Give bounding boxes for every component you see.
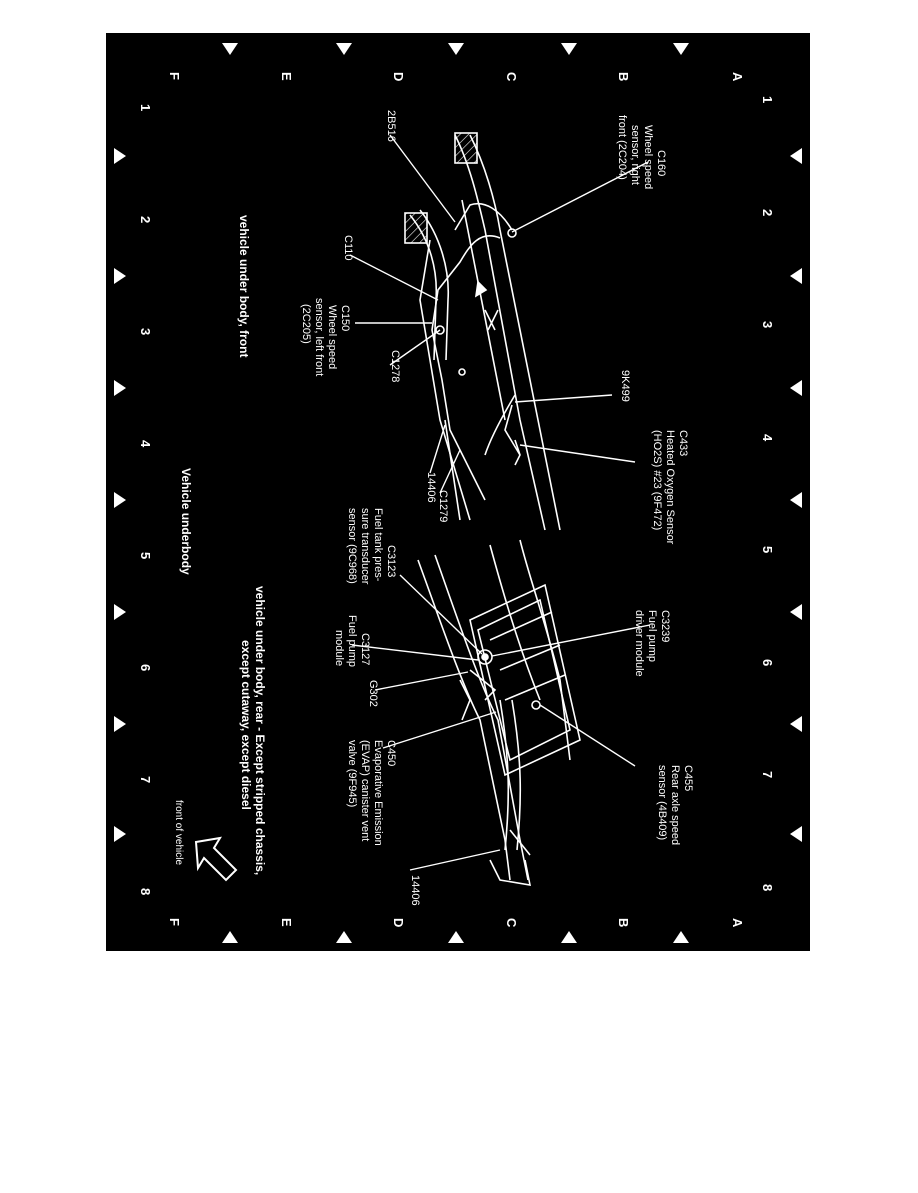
column-label: 2 [138, 216, 153, 224]
svg-text:C455: C455 [682, 765, 694, 792]
row-label: F [167, 72, 182, 80]
svg-text:C3127: C3127 [359, 633, 371, 666]
svg-text:Wheel speed [642, 125, 654, 189]
row-label: C [504, 918, 519, 928]
row-label: B [616, 72, 631, 82]
title-rear-line1: vehicle under body, rear - Except stripped chassis, [253, 586, 267, 876]
svg-text:C160 [655, 150, 667, 176]
row-label: E [279, 72, 294, 81]
svg-text:sure transducer: sure transducer [359, 508, 371, 585]
svg-text:Fuel pump: Fuel pump [346, 615, 358, 667]
callout-text: Wheel speed [642, 125, 654, 190]
svg-text:valve (9F945): valve (9F945) [346, 740, 358, 808]
svg-text:C433: C433 [677, 430, 689, 457]
svg-text:front (2C204) [616, 115, 628, 180]
svg-text:sensor (4B409): sensor (4B409) [656, 765, 668, 841]
column-label: 3 [138, 328, 153, 336]
column-label: 8 [138, 888, 153, 896]
svg-text:(2C205): (2C205) [300, 304, 312, 344]
callout-c1279: C1279 [437, 490, 449, 523]
svg-text:(EVAP) canister vent: (EVAP) canister vent [359, 740, 371, 842]
row-label: B [616, 918, 631, 928]
row-label: D [391, 72, 406, 82]
callout-g302: G302 [367, 680, 379, 707]
column-label: 2 [760, 209, 775, 217]
row-label: A [730, 918, 745, 928]
svg-text:Fuel tank pres-: Fuel tank pres- [372, 508, 384, 582]
svg-text:Rear axle speed: Rear axle speed [669, 765, 681, 846]
callout-text: front (2C204) [616, 115, 628, 180]
front-of-vehicle-label: front of vehicle [173, 800, 184, 866]
title-main: Vehicle underbody [179, 468, 193, 575]
svg-text:sensor, left front: sensor, left front [313, 298, 325, 377]
svg-text:C150: C150 [339, 305, 351, 332]
column-label: 5 [138, 552, 153, 560]
title-rear-line2: except cutaway, except diesel [239, 640, 253, 810]
svg-text:C3239: C3239 [659, 610, 671, 643]
svg-text:sensor, right [629, 125, 641, 185]
svg-text:C450: C450 [385, 740, 397, 767]
column-label: 6 [760, 659, 775, 667]
callout-14406-rear: 14406 [409, 875, 421, 906]
svg-text:(HO2S) #23 (9F472): (HO2S) #23 (9F472) [651, 430, 663, 531]
callout-9k499: 9K499 [619, 370, 631, 402]
diagram-panel [106, 33, 810, 951]
column-label: 7 [138, 776, 153, 784]
row-label: A [730, 72, 745, 82]
row-label: C [504, 72, 519, 82]
row-label: F [167, 918, 182, 926]
row-label: D [391, 918, 406, 928]
column-label: 5 [760, 546, 775, 554]
column-label: 3 [760, 321, 775, 329]
svg-text:sensor (9C968): sensor (9C968) [346, 508, 358, 584]
callout-c110: C110 [342, 235, 354, 261]
svg-text:Heated Oxygen Sensor: Heated Oxygen Sensor [664, 430, 676, 545]
column-label: 8 [760, 884, 775, 892]
row-label: E [279, 918, 294, 927]
column-label: 1 [138, 104, 153, 112]
column-label: 4 [138, 440, 153, 448]
column-label: 7 [760, 771, 775, 779]
title-front: vehicle under body, front [237, 215, 251, 358]
svg-text:driver module: driver module [633, 610, 645, 677]
connector-id: C160 [655, 150, 667, 177]
callout-c1278: C1278 [389, 350, 401, 383]
svg-text:module: module [333, 630, 345, 667]
column-label: 4 [760, 434, 775, 442]
callout-14406-front: 14406 [425, 472, 437, 503]
column-label: 1 [760, 96, 775, 104]
callout-2b516: 2B516 [385, 110, 397, 142]
svg-text:Evaporative Emission: Evaporative Emission [372, 740, 384, 846]
svg-text:C3123: C3123 [385, 545, 397, 578]
column-label: 6 [138, 664, 153, 672]
svg-text:Fuel pump: Fuel pump [646, 610, 658, 662]
callout-text: sensor, right [629, 125, 641, 185]
svg-text:Wheel speed: Wheel speed [326, 305, 338, 370]
